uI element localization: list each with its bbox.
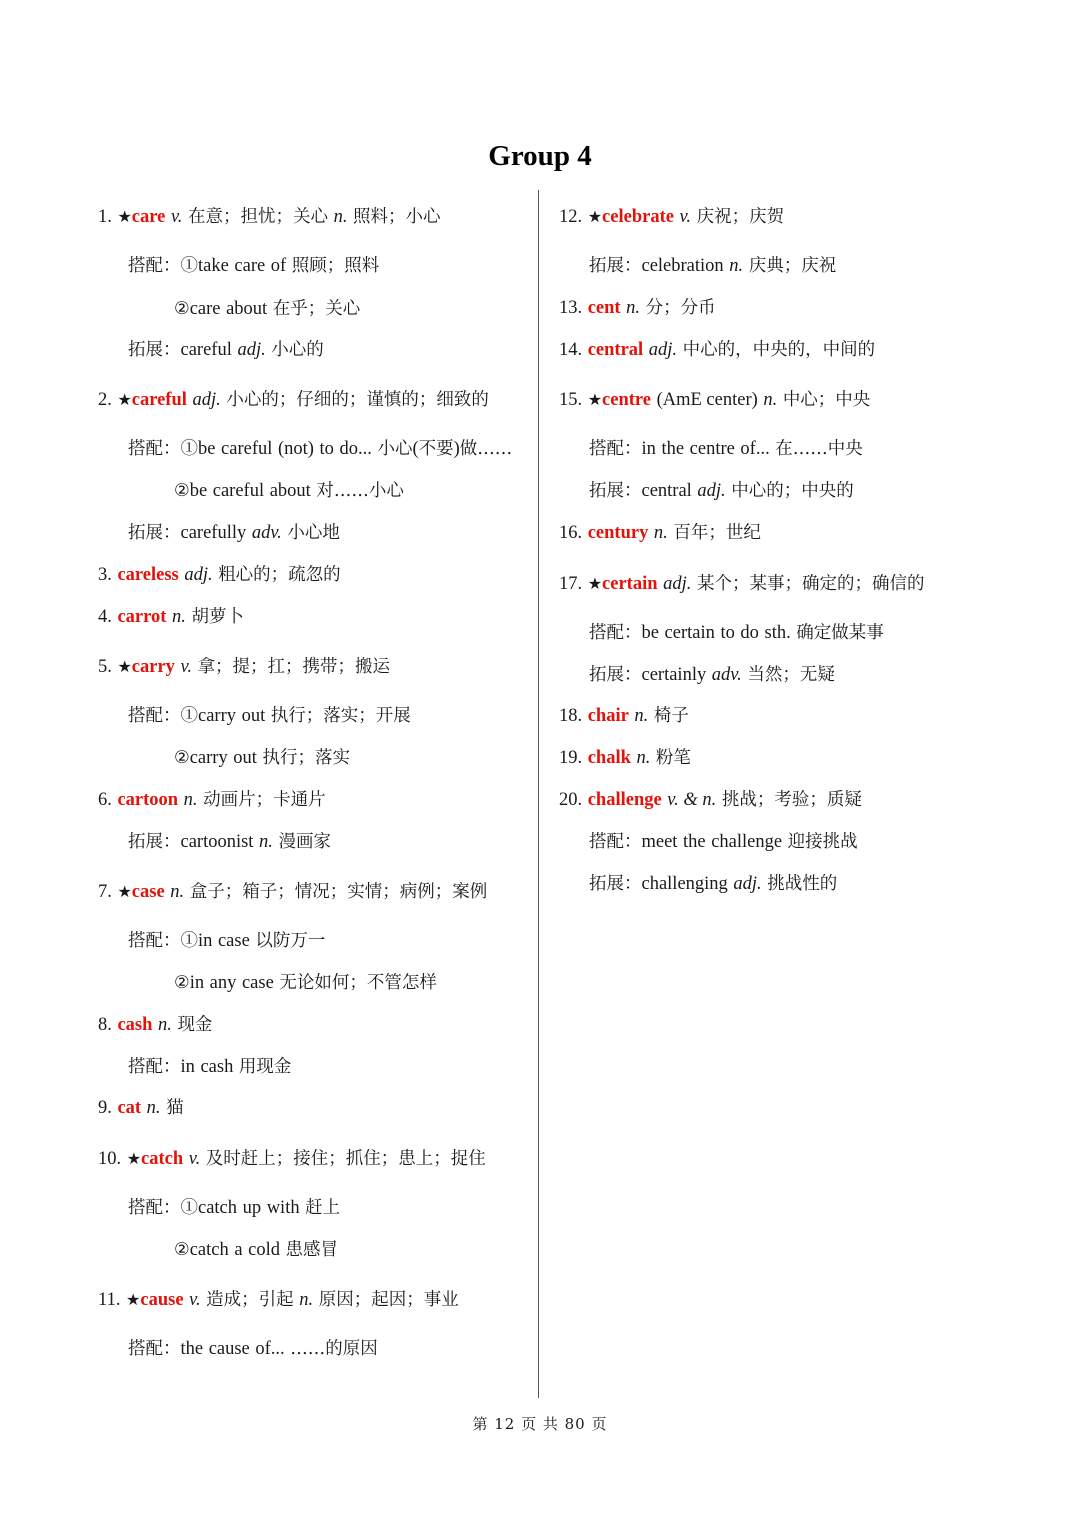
vocab-sub-line (128, 1196, 340, 1220)
headword: carry (131, 657, 175, 677)
sub-text-part: carry (189, 748, 228, 768)
vocab-sub-line (174, 971, 437, 995)
vocab-sub-line (128, 830, 331, 854)
sub-text-part: 在……中央 (775, 439, 863, 459)
sub-text-part: ) (453, 439, 460, 459)
sub-text-part: do (740, 623, 759, 643)
pos-tag: adv. (251, 523, 282, 543)
headword: case (131, 882, 165, 902)
sub-label: 搭配： (128, 439, 181, 459)
sub-text-part: of (270, 256, 287, 276)
star-icon: ★ (587, 390, 603, 409)
entry-number: 1. (98, 207, 112, 227)
sub-text (642, 832, 858, 852)
sub-text-part: cash (200, 1057, 234, 1077)
entry-number: 12. (559, 207, 583, 227)
part-of-speech: n. (157, 1015, 172, 1035)
sub-text-part: carry (198, 706, 236, 726)
sub-text (181, 256, 380, 276)
sub-text-part: 执行；落实 (262, 748, 350, 768)
sub-text (181, 706, 411, 726)
part-of-speech: n. (634, 706, 649, 726)
sub-label: 搭配： (128, 1198, 181, 1218)
sub-text (642, 665, 835, 685)
definition: 中心的，中央的，中间的 (682, 340, 876, 360)
sub-text-part: up (242, 1198, 262, 1218)
definition: 及时赶上；接住；抓住；患上；捉住 (205, 1149, 486, 1169)
vocab-entry (559, 205, 784, 229)
definition: 挑战；考验；质疑 (721, 790, 862, 810)
sub-text-part: 迎接挑战 (787, 832, 858, 852)
sub-text (181, 832, 331, 852)
sub-text-part: ② (174, 748, 190, 768)
part-of-speech: adj. (663, 574, 692, 594)
vocab-entry (98, 205, 441, 229)
vocab-entry (559, 338, 875, 362)
headword: cash (117, 1015, 153, 1035)
sub-text-part: care (189, 299, 221, 319)
sub-text-part: cartoonist (180, 832, 254, 852)
vocab-sub-line (589, 479, 854, 503)
sub-text-part: catch (189, 1240, 229, 1260)
part-of-speech: adj. (648, 340, 678, 360)
sub-text (181, 931, 326, 951)
sub-text (642, 481, 854, 501)
entry-number: 15. (559, 390, 583, 410)
vocab-entry (98, 1013, 212, 1037)
vocab-entry (559, 388, 870, 412)
star-icon: ★ (126, 1149, 142, 1168)
sub-text-part: take (198, 256, 229, 276)
headword: cent (587, 298, 621, 318)
page-footer: 第 12 页 共 80 页 (472, 1415, 608, 1433)
sub-text-part: challenging (641, 874, 728, 894)
part-of-speech: n. (763, 390, 778, 410)
entry-number: 10. (98, 1149, 122, 1169)
sub-text-part: 对……小心 (316, 481, 404, 501)
sub-text-part: 不要 (418, 439, 454, 459)
part-of-speech: n. (653, 523, 668, 543)
vocab-entry (98, 1288, 459, 1312)
pos-tag: n. (729, 256, 744, 276)
definition: 分；分币 (645, 298, 716, 318)
vocab-entry (98, 1096, 184, 1120)
sub-text-part: 确定做某事 (796, 623, 884, 643)
sub-text-part: ……的原因 (290, 1339, 378, 1359)
sub-text-part: cold (248, 1240, 280, 1260)
headword: certain (602, 574, 658, 594)
entry-number: 19. (559, 748, 583, 768)
entry-number: 16. (559, 523, 583, 543)
vocab-entry (559, 788, 862, 812)
sub-text-part: 小心的 (271, 340, 324, 360)
sub-label: 拓展： (128, 523, 181, 543)
sub-text-part: ① (180, 931, 198, 951)
sub-text-part: 执行；落实；开展 (270, 706, 411, 726)
headword: central (587, 340, 644, 360)
part-of-speech: n. (636, 748, 651, 768)
entry-number: 7. (98, 882, 112, 902)
sub-text-part: 用现金 (238, 1057, 292, 1077)
part-of-speech: v. (188, 1149, 201, 1169)
sub-text-part: 以防万一 (255, 931, 326, 951)
sub-label: 搭配： (128, 706, 181, 726)
sub-text-part: ② (174, 481, 190, 501)
sub-text-part: ① (180, 256, 198, 276)
sub-text-part: out (233, 748, 257, 768)
sub-text-part: ① (180, 439, 198, 459)
definition: 粉笔 (655, 748, 691, 768)
sub-text-part: 漫画家 (278, 832, 331, 852)
definition-2: 原因；起因；事业 (318, 1290, 459, 1310)
part-of-speech: n. (170, 882, 185, 902)
part-of-speech-2: n. (299, 1290, 314, 1310)
definition: 粗心的；疏忽的 (218, 565, 341, 585)
vocab-entry (98, 1147, 486, 1171)
sub-text-part: 在乎；关心 (272, 299, 361, 319)
vocab-sub-line (174, 479, 404, 503)
sub-text-part: about (269, 481, 311, 501)
headword: careful (131, 390, 187, 410)
vocab-sub-line (128, 254, 379, 278)
vocab-entry (559, 746, 691, 770)
sub-label: 搭配： (589, 439, 642, 459)
definition: 小心的；仔细的；谨慎的；细致的 (226, 390, 489, 410)
sub-text-part: careful (221, 439, 273, 459)
sub-text-part: 小心 (377, 439, 413, 459)
sub-text-part: about (226, 299, 268, 319)
part-of-speech: n. (626, 298, 641, 318)
headword: catch (141, 1149, 184, 1169)
definition: 椅子 (653, 706, 689, 726)
star-icon: ★ (117, 882, 132, 901)
sub-text-part: ② (174, 299, 190, 319)
pos-tag: adj. (237, 340, 266, 360)
vocab-sub-line (128, 437, 512, 461)
vocab-entry (98, 605, 244, 629)
column-divider (538, 190, 539, 1398)
sub-text-part: in (641, 439, 656, 459)
sub-text-part: 赶上 (305, 1198, 341, 1218)
definition: 百年；世纪 (673, 523, 761, 543)
sub-text-part: any (209, 973, 237, 993)
sub-text-part: in (189, 973, 205, 993)
vocab-sub-line (589, 621, 884, 645)
headword: century (587, 523, 649, 543)
sub-text (181, 1198, 341, 1218)
sub-label: 搭配： (128, 1057, 181, 1077)
sub-text-part: with (266, 1198, 300, 1218)
page-title: Group 4 (488, 140, 592, 172)
definition: 中心；中央 (782, 390, 871, 410)
vocab-sub-line (128, 929, 325, 953)
part-of-speech: v. & n. (667, 790, 717, 810)
headword: cartoon (117, 790, 179, 810)
sub-text-part: out (241, 706, 266, 726)
sub-label: 拓展： (589, 874, 642, 894)
sub-text-part: central (641, 481, 692, 501)
vocab-sub-line (128, 704, 411, 728)
definition: 某个；某事；确定的；确信的 (696, 574, 925, 594)
vocab-entry (98, 880, 487, 904)
sub-text-part: 做…… (459, 439, 513, 459)
vocab-entry (559, 704, 689, 728)
sub-label: 搭配： (589, 623, 642, 643)
sub-text-part: cause (208, 1339, 250, 1359)
vocab-entry (98, 655, 390, 679)
sub-text-part: of... (740, 439, 770, 459)
entry-number: 20. (559, 790, 583, 810)
sub-text (181, 523, 340, 543)
sub-text-part: be (641, 623, 659, 643)
entry-number: 13. (559, 298, 583, 318)
pos-tag: n. (259, 832, 273, 852)
definition: 胡萝卜 (191, 607, 244, 627)
sub-text-part: 无论如何；不管怎样 (279, 973, 437, 993)
sub-text-part: the (661, 439, 685, 459)
sub-text-part: 当然；无疑 (747, 665, 835, 685)
sub-label: 拓展： (589, 665, 642, 685)
vocab-sub-line (128, 1055, 291, 1079)
star-icon: ★ (126, 1290, 141, 1309)
sub-text-part: challenge (711, 832, 783, 852)
sub-text-part: do... (339, 439, 372, 459)
sub-text-part: be (198, 439, 216, 459)
vocab-entry (98, 563, 341, 587)
sub-label: 拓展： (589, 256, 642, 276)
definition: 现金 (177, 1015, 213, 1035)
part-of-speech: adj. (192, 390, 221, 410)
part-of-speech: n. (146, 1098, 161, 1118)
entry-number: 14. (559, 340, 583, 360)
vocab-sub-line (128, 521, 340, 545)
definition: 猫 (166, 1098, 184, 1118)
sub-text (642, 256, 837, 276)
sub-text (181, 439, 513, 459)
headword: celebrate (602, 207, 674, 227)
star-icon: ★ (587, 207, 603, 226)
headword: care (131, 207, 166, 227)
entry-number: 17. (559, 574, 583, 594)
sub-text-part: to (720, 623, 735, 643)
sub-text-part: 庆典；庆祝 (748, 256, 837, 276)
definition: 盒子；箱子；情况；实情；病例；案例 (189, 882, 488, 902)
entry-number: 9. (98, 1098, 112, 1118)
sub-text-part: the (180, 1339, 204, 1359)
sub-text-part: in (198, 931, 213, 951)
definition: 造成；引起 (206, 1290, 294, 1310)
sub-label: 拓展： (589, 481, 642, 501)
definition: 在意；担忧；关心 (187, 207, 328, 227)
sub-text-part: meet (641, 832, 678, 852)
sub-text-part: 患感冒 (285, 1240, 339, 1260)
entry-number: 6. (98, 790, 112, 810)
sub-text-part: be (189, 481, 208, 501)
vocab-entry (559, 521, 761, 545)
sub-text-part: careful (212, 481, 265, 501)
entry-number: 11. (98, 1290, 121, 1310)
sub-text-part: catch (198, 1198, 238, 1218)
sub-text-part: centre (689, 439, 735, 459)
headword: chalk (587, 748, 631, 768)
sub-text-part: case (241, 973, 274, 993)
sub-text (642, 439, 863, 459)
star-icon: ★ (117, 390, 132, 409)
headword: centre (602, 390, 652, 410)
entry-number: 2. (98, 390, 112, 410)
vocab-sub-line (174, 1238, 338, 1262)
sub-text-part: certain (664, 623, 715, 643)
sub-text (174, 973, 437, 993)
sub-label: 拓展： (128, 832, 181, 852)
headword: chair (587, 706, 629, 726)
sub-text (181, 340, 324, 360)
definition: 庆祝；庆贺 (696, 207, 785, 227)
vocab-entry (559, 572, 924, 596)
part-of-speech: v. (679, 207, 691, 227)
vocab-sub-line (589, 254, 836, 278)
sub-text-part: certainly (641, 665, 707, 685)
sub-text-part: 中心的；中央的 (731, 481, 854, 501)
vocab-sub-line (128, 338, 324, 362)
vocab-entry (98, 388, 489, 412)
sub-text (181, 1057, 292, 1077)
entry-number: 4. (98, 607, 112, 627)
sub-text (174, 481, 404, 501)
definition: 动画片；卡通片 (203, 790, 326, 810)
part-of-speech: v. (189, 1290, 201, 1310)
sub-label: 搭配： (128, 256, 181, 276)
sub-text-part: careful (180, 340, 232, 360)
vocab-sub-line (174, 297, 360, 321)
pos-tag: adj. (733, 874, 762, 894)
sub-text-part: carefully (180, 523, 247, 543)
entry-number: 5. (98, 657, 112, 677)
sub-text-part: ① (180, 706, 198, 726)
sub-text-part: sth. (764, 623, 791, 643)
sub-text (642, 874, 838, 894)
vocab-sub-line (128, 1337, 378, 1361)
pos-tag: adv. (711, 665, 742, 685)
sub-text-part: care (234, 256, 266, 276)
sub-text-part: in (180, 1057, 195, 1077)
definition: 拿；提；扛；携带；搬运 (197, 657, 391, 677)
part-of-speech-2: n. (333, 207, 348, 227)
sub-text (174, 299, 360, 319)
vocab-sub-line (589, 830, 858, 854)
sub-text (642, 623, 884, 643)
sub-text (181, 1339, 378, 1359)
headword: cat (117, 1098, 142, 1118)
headword-variant: (AmE center) (656, 390, 758, 410)
pos-tag: adj. (697, 481, 726, 501)
star-icon: ★ (117, 207, 132, 226)
vocab-entry (559, 296, 716, 320)
definition-2: 照料；小心 (353, 207, 441, 227)
sub-label: 拓展： (128, 340, 181, 360)
sub-text-part: 小心地 (287, 523, 340, 543)
sub-text-part: case (217, 931, 250, 951)
sub-text-part: the (683, 832, 706, 852)
vocab-entry (98, 788, 326, 812)
headword: challenge (587, 790, 662, 810)
entry-number: 18. (559, 706, 583, 726)
sub-text-part: ① (180, 1198, 198, 1218)
sub-label: 搭配： (128, 1339, 181, 1359)
sub-text-part: ② (174, 973, 190, 993)
sub-text-part: 挑战性的 (767, 874, 838, 894)
part-of-speech: n. (172, 607, 186, 627)
sub-text (174, 1240, 338, 1260)
sub-text-part: ( (412, 439, 419, 459)
star-icon: ★ (587, 574, 603, 593)
sub-text (174, 748, 350, 768)
vocab-sub-line (589, 872, 837, 896)
vocab-sub-line (589, 663, 835, 687)
entry-number: 8. (98, 1015, 112, 1035)
sub-text-part: 照顾；照料 (291, 256, 380, 276)
part-of-speech: v. (180, 657, 192, 677)
sub-text-part: a (234, 1240, 243, 1260)
headword: carrot (117, 607, 167, 627)
entry-number: 3. (98, 565, 112, 585)
star-icon: ★ (117, 657, 132, 676)
part-of-speech: v. (170, 207, 183, 227)
sub-label: 搭配： (589, 832, 642, 852)
vocab-sub-line (174, 746, 350, 770)
sub-text-part: celebration (641, 256, 724, 276)
sub-text-part: ② (174, 1240, 190, 1260)
sub-text-part: (not) (277, 439, 314, 459)
part-of-speech: n. (183, 790, 198, 810)
sub-label: 搭配： (128, 931, 181, 951)
sub-text-part: of... (255, 1339, 285, 1359)
headword: cause (140, 1290, 184, 1310)
vocab-sub-line (589, 437, 863, 461)
sub-text-part: to (319, 439, 334, 459)
headword: careless (117, 565, 179, 585)
part-of-speech: adj. (184, 565, 213, 585)
